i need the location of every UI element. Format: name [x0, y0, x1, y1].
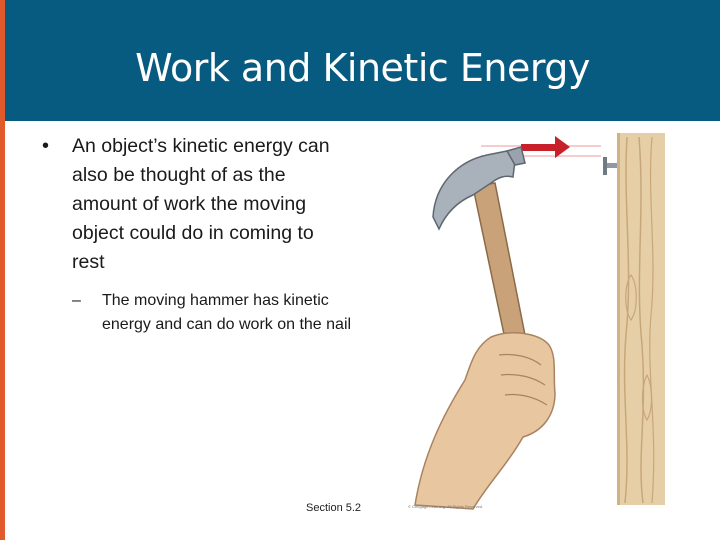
- hammer-illustration: [395, 125, 720, 510]
- title-banner: [5, 0, 720, 121]
- bullet-list: [40, 132, 352, 337]
- wood-board-icon: [617, 133, 665, 505]
- hammer-icon: [433, 147, 525, 339]
- hand-icon: [415, 333, 555, 509]
- section-footer: Section 5.2: [306, 502, 362, 514]
- sub-bullet-marker: –: [72, 292, 81, 309]
- bullet-item: [40, 132, 340, 277]
- sub-bullet-item: [72, 289, 362, 337]
- bullet-marker: •: [42, 135, 50, 157]
- copyright-credit: © Cengage Learning. All Rights Reserved.: [408, 504, 484, 509]
- bullet-text: An object’s kinetic energy can also be thought of as the amount of work the moving object could do in coming to rest: [72, 135, 330, 273]
- slide-title: Work and Kinetic Energy: [135, 45, 590, 90]
- nail-icon: [603, 157, 617, 175]
- sub-bullet-text: The moving hammer has kinetic energy and can do work on the nail: [102, 292, 352, 333]
